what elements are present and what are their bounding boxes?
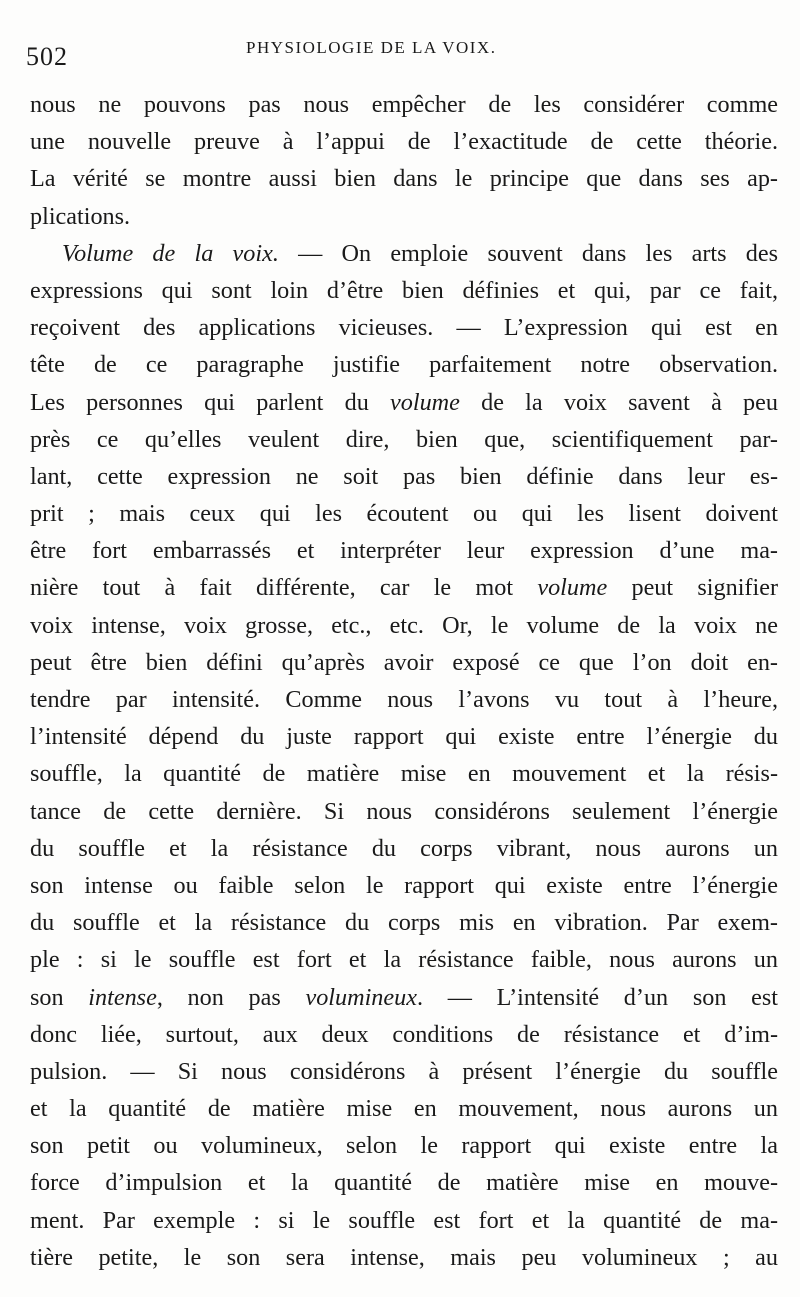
text-line — [30, 272, 778, 309]
text-line — [30, 904, 778, 941]
text-line — [30, 867, 778, 904]
text-segment: peut signifier — [607, 574, 778, 602]
text-line — [30, 755, 778, 792]
text-segment: être fort embarrassés et interpréter leur expression d’une ma- — [30, 537, 778, 565]
text-line — [30, 1090, 778, 1127]
text-segment: Les personnes qui parlent du — [30, 388, 391, 416]
text-segment: peut être bien défini qu’après avoir exposé ce que l’on doit en- — [30, 648, 778, 676]
italic-text: intense — [88, 983, 157, 1011]
text-segment: force d’impulsion et la quantité de matière mise en mouve- — [30, 1169, 778, 1197]
text-segment: son petit ou volumineux, selon le rapport qui existe entre la — [30, 1132, 778, 1160]
text-segment: tête de ce paragraphe justifie parfaitement notre observation. — [30, 351, 778, 379]
text-line — [30, 123, 778, 160]
text-line — [30, 346, 778, 383]
text-segment: expressions qui sont loin d’être bien définies et qui, par ce fait, — [30, 276, 778, 304]
text-segment: reçoivent des applications vicieuses. — L’expression qui est en — [30, 314, 778, 342]
text-segment: ment. Par exemple : si le souffle est fort et la quantité de ma- — [30, 1206, 778, 1234]
italic-text: volumineux — [305, 983, 417, 1011]
text-segment: ple : si le souffle est fort et la résistance faible, nous aurons un — [30, 946, 778, 974]
text-line — [30, 793, 778, 830]
text-segment: du souffle et la résistance du corps vibrant, nous aurons un — [30, 834, 778, 862]
text-line — [30, 979, 778, 1016]
text-segment: nière tout à fait différente, car le mot — [30, 574, 538, 602]
text-segment: près ce qu’elles veulent dire, bien que, scientifiquement par- — [30, 425, 778, 453]
text-line — [30, 1239, 778, 1276]
text-segment: donc liée, surtout, aux deux conditions de résistance et d’im- — [30, 1020, 778, 1048]
text-line — [30, 1016, 778, 1053]
text-segment: nous ne pouvons pas nous empêcher de les considérer comme — [30, 91, 778, 118]
page-header — [26, 34, 776, 74]
text-segment: tendre par intensité. Comme nous l’avons vu tout à l’heure, — [30, 686, 778, 713]
page-number: 502 — [26, 42, 68, 71]
text-segment: une nouvelle preuve à l’appui de l’exactitude de cette théorie. — [30, 128, 778, 156]
text-line — [30, 1053, 778, 1090]
text-line — [30, 532, 778, 569]
text-line — [30, 421, 778, 458]
text-line — [30, 86, 778, 123]
text-segment: du souffle et la résistance du corps mis en vibration. Par exem- — [30, 909, 778, 937]
text-line — [30, 607, 778, 644]
text-segment: , non pas — [156, 983, 306, 1011]
text-line — [30, 160, 778, 197]
text-line — [30, 830, 778, 867]
italic-text: volume — [537, 574, 608, 602]
text-segment: prit ; mais ceux qui les écoutent ou qui les lisent doivent — [30, 500, 778, 528]
text-line — [30, 384, 778, 421]
text-line — [30, 718, 778, 755]
text-segment: pulsion. — Si nous considérons à présent l’énergie du souffle — [30, 1057, 778, 1085]
text-line — [30, 495, 778, 532]
text-line — [30, 644, 778, 681]
text-segment: de la voix savent à peu — [459, 388, 778, 416]
text-segment: lant, cette expression ne soit pas bien définie dans leur es- — [30, 462, 778, 490]
text-segment: La vérité se montre aussi bien dans le principe que dans ses ap- — [30, 165, 778, 193]
text-line — [30, 569, 778, 606]
text-segment: l’intensité dépend du juste rapport qui existe entre l’énergie du — [30, 723, 778, 751]
text-segment: tance de cette dernière. Si nous considérons seulement l’énergie — [30, 797, 778, 825]
italic-text: volume — [390, 388, 460, 416]
text-line — [30, 458, 778, 495]
text-line — [30, 309, 778, 346]
text-line — [30, 1202, 778, 1239]
text-line — [30, 681, 778, 718]
text-segment: son — [30, 983, 89, 1011]
text-segment: voix intense, voix grosse, etc., etc. Or, le volume de la voix ne — [30, 611, 778, 639]
text-segment: souffle, la quantité de matière mise en mouvement et la résis- — [30, 760, 778, 788]
text-segment: — On emploie souvent dans les arts des — [278, 239, 778, 267]
italic-text: Volume de la voix. — [62, 239, 279, 267]
text-line — [30, 235, 778, 272]
running-title: PHYSIOLOGIE DE LA VOIX. — [246, 38, 497, 57]
text-line — [30, 941, 778, 978]
text-segment: tière petite, le son sera intense, mais peu volumineux ; au — [30, 1243, 778, 1271]
text-line — [30, 198, 778, 235]
text-segment: plications. — [30, 202, 131, 230]
text-segment: son intense ou faible selon le rapport qui existe entre l’énergie — [30, 871, 778, 899]
text-line — [30, 1127, 778, 1164]
text-segment: et la quantité de matière mise en mouvement, nous aurons un — [30, 1095, 778, 1123]
text-segment: . — L’intensité d’un son est — [416, 983, 778, 1011]
body-text — [30, 86, 778, 1276]
text-line — [30, 1164, 778, 1201]
